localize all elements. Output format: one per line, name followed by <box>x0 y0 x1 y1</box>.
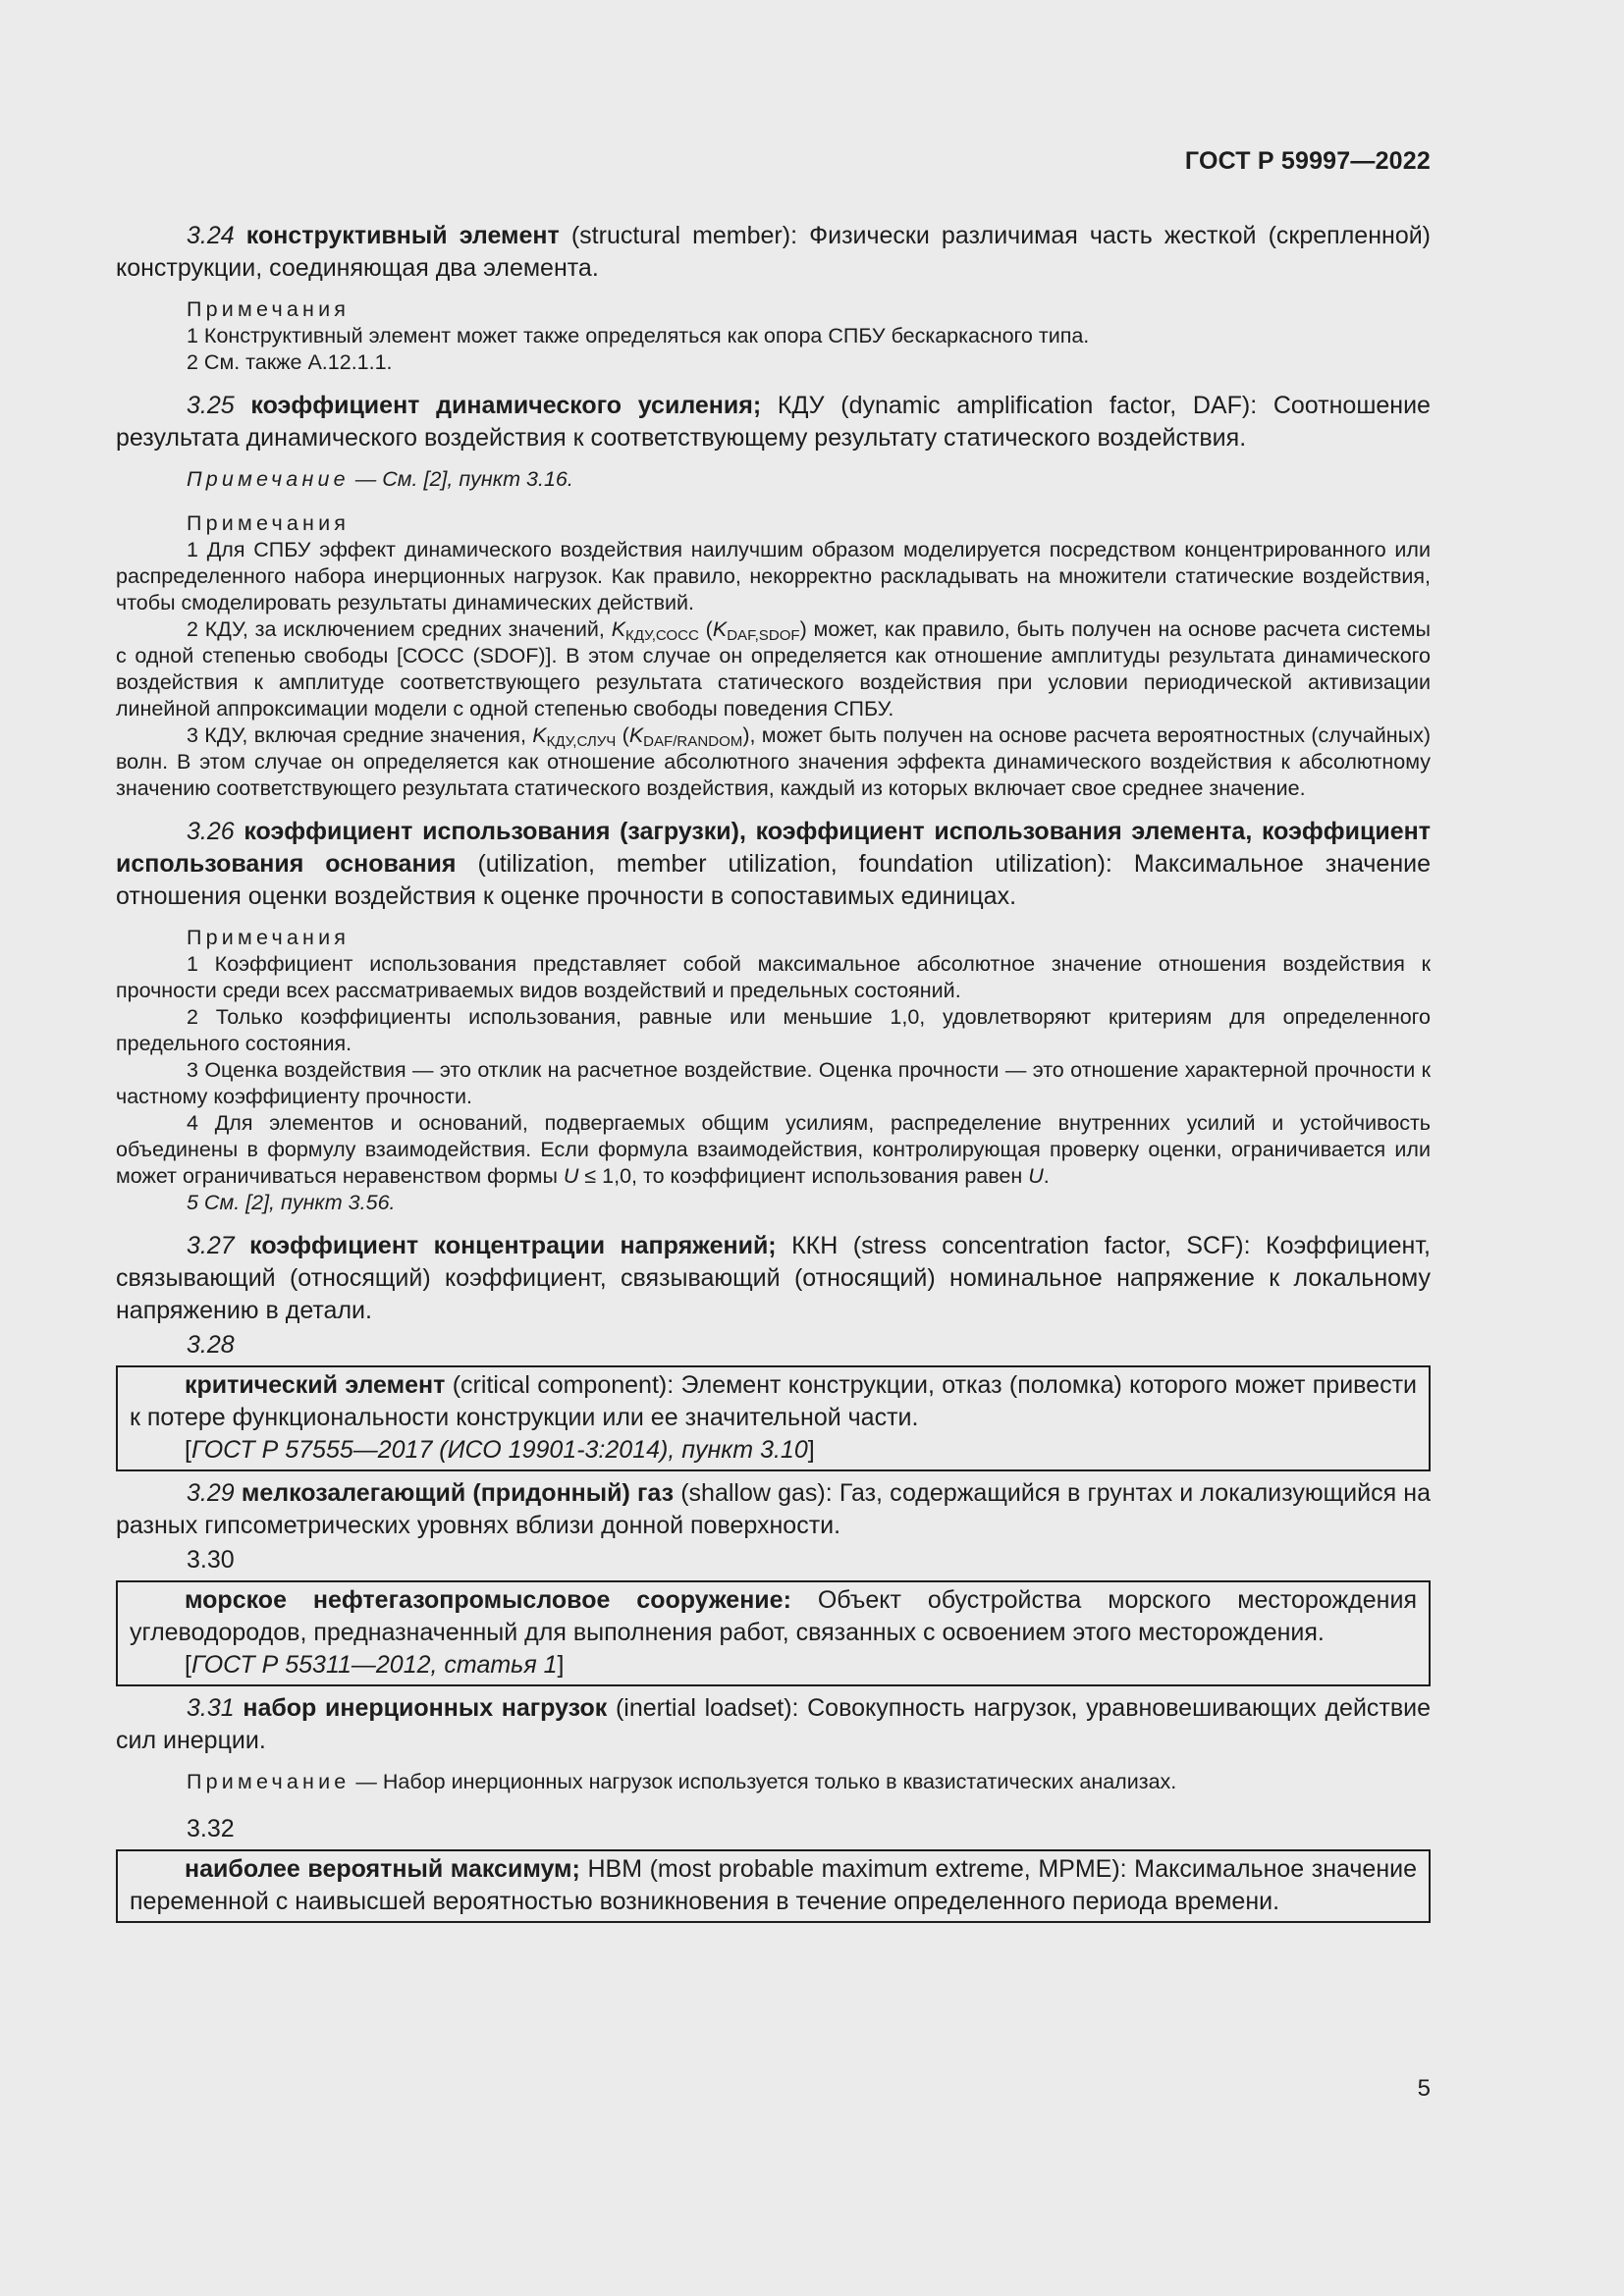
term-reference <box>130 1649 1417 1682</box>
subscript: DAF/RANDOM <box>643 733 743 750</box>
symbol-u: U <box>1028 1164 1044 1188</box>
term-reference <box>130 1434 1417 1467</box>
note-item: 2 Только коэффициенты использования, равные или меньшие 1,0, удовлетворяют критериям для определенного предельного состояния. <box>116 1005 1431 1055</box>
term-definition: Объект обустройства морского месторождения углеводородов, предназначенный для выполнения работ, связанных с освоением этого месторождения. <box>130 1586 1417 1646</box>
symbol-u: U <box>563 1164 579 1188</box>
note-text: 4 Для элементов и оснований, подвергаемых общим усилиям, распределение внутренних усилий и устойчивость объединены в формулу взаимодействия. Если формула взаимодействия, контролирующая проверку оценки, ограничивается или может ограничиваться неравенством формы <box>116 1111 1431 1188</box>
term-3-27 <box>116 1230 1431 1327</box>
term-definition: (critical component): Элемент конструкции, отказ (поломка) которого может привести к потере функциональности конструкции или ее значительной части. <box>130 1371 1417 1431</box>
note-item <box>116 722 1431 802</box>
bracket: [ <box>185 1436 191 1464</box>
boxed-term-3-32 <box>116 1849 1431 1923</box>
notes-heading: Примечания <box>187 926 351 949</box>
note-item: 2 См. также А.12.1.1. <box>187 350 393 374</box>
symbol-k: K <box>611 617 626 641</box>
boxed-term-3-28 <box>116 1365 1431 1471</box>
notes-3-26 <box>116 925 1431 1216</box>
note-item: 1 Для СПБУ эффект динамического воздействия наилучшим образом моделируется посредством концентрированного или распределенного набора инерционных нагрузок. Как правило, некорректно раскладывать на множители статические воздействия, чтобы смоделировать результаты динамических действий. <box>116 538 1431 614</box>
notes-3-25 <box>116 510 1431 802</box>
note-label: Примечание <box>187 1770 351 1793</box>
symbol-k: K <box>532 723 547 747</box>
term-number-3-30: 3.30 <box>187 1546 235 1574</box>
document-body <box>116 220 1431 1929</box>
term-number: 3.29 <box>187 1479 235 1507</box>
note-text: ) может, как правило, быть получен на основе расчета системы с одной степенью свободы [СОСС (SDOF)]. В этом случае он определяется как отношение амплитуды результата динамического воздействия к амплитуде соответствующего результата статического воздействия при условии периодической активизации линейной аппроксимации модели с одной степенью свободы поведения СПБУ. <box>116 617 1431 721</box>
note-text: 3 КДУ, включая средние значения, <box>187 723 533 747</box>
subscript: DAF,SDOF <box>727 627 800 644</box>
term-3-24 <box>116 220 1431 285</box>
term-3-32 <box>130 1853 1417 1918</box>
page-number: 5 <box>1417 2075 1431 2102</box>
reference-text: ГОСТ Р 57555—2017 (ИСО 19901-3:2014), пункт 3.10 <box>190 1436 808 1464</box>
note-item: 3 Оценка воздействия — это отклик на расчетное воздействие. Оценка прочности — это отношение характерной прочности к частному коэффициенту прочности. <box>116 1058 1431 1108</box>
term-title: морское нефтегазопромысловое сооружение: <box>185 1586 791 1614</box>
term-number: 3.26 <box>187 818 235 845</box>
term-title: мелкозалегающий (придонный) газ <box>241 1479 675 1507</box>
term-number: 3.27 <box>187 1232 235 1259</box>
boxed-term-3-30 <box>116 1580 1431 1686</box>
note-text: — Набор инерционных нагрузок используется только в квазистатических анализах. <box>350 1770 1177 1793</box>
term-3-28 <box>130 1369 1417 1434</box>
note-item: 1 Конструктивный элемент может также определяться как опора СПБУ бескаркасного типа. <box>187 324 1090 347</box>
notes-heading: Примечания <box>187 511 351 535</box>
term-number-3-28: 3.28 <box>187 1331 235 1359</box>
bracket: ] <box>557 1651 565 1679</box>
bracket: [ <box>185 1651 191 1679</box>
single-note-3-25 <box>116 466 1431 493</box>
note-text: . <box>1043 1164 1050 1188</box>
term-definition: (shallow gas): Газ, содержащийся в грунтах и локализующийся на разных гипсометрических уровнях вблизи донной поверхности. <box>116 1479 1431 1539</box>
reference-text: ГОСТ Р 55311—2012, статья 1 <box>190 1651 558 1679</box>
term-number: 3.31 <box>187 1694 235 1722</box>
term-definition: (inertial loadset): Совокупность нагрузок, уравновешивающих действие сил инерции. <box>116 1694 1432 1754</box>
note-item: 1 Коэффициент использования представляет собой максимальное абсолютное значение отношения воздействия к прочности среди всех рассматриваемых видов воздействий и предельных состояний. <box>116 952 1431 1002</box>
term-definition: (structural member): Физически различимая часть жесткой (скрепленной) конструкции, соединяющая два элемента. <box>116 222 1432 282</box>
subscript: КДУ,СЛУЧ <box>546 733 617 750</box>
bracket: ] <box>807 1436 815 1464</box>
term-title: коэффициент концентрации напряжений; <box>249 1232 777 1259</box>
term-3-25 <box>116 390 1431 454</box>
term-title: конструктивный элемент <box>245 222 560 249</box>
term-3-26 <box>116 816 1431 913</box>
note-item <box>116 616 1431 722</box>
term-definition: КДУ (dynamic amplification factor, DAF): Соотношение результата динамического воздействия к соответствующему результату статического воздействия. <box>116 392 1431 452</box>
term-title: критический элемент <box>185 1371 446 1399</box>
term-number: 3.24 <box>187 222 235 249</box>
note-text: ), может быть получен на основе расчета вероятностных (случайных) волн. В этом случае он определяется как отношение абсолютного значения эффекта динамического воздействия к абсолютному значению соответствующего результата статического воздействия, каждый из которых включает свое среднее значение. <box>116 723 1431 800</box>
term-title: набор инерционных нагрузок <box>243 1694 608 1722</box>
note-text: ≤ 1,0, то коэффициент использования равен <box>578 1164 1029 1188</box>
term-definition: НВМ (most probable maximum extreme, MPME): Максимальное значение переменной с наивысшей вероятностью возникновения в течение определенного периода времени. <box>130 1855 1417 1915</box>
term-title: наиболее вероятный максимум; <box>185 1855 580 1883</box>
term-3-29 <box>116 1477 1431 1542</box>
note-item <box>116 1110 1431 1190</box>
notes-3-24 <box>116 296 1431 376</box>
single-note-3-31 <box>116 1769 1431 1795</box>
note-label: Примечание <box>187 467 350 491</box>
subscript: КДУ,СОСС <box>625 627 699 644</box>
note-item: 5 См. [2], пункт 3.56. <box>187 1191 396 1214</box>
term-number: 3.25 <box>187 392 235 419</box>
term-title: коэффициент динамического усиления; <box>250 392 762 419</box>
term-title: коэффициент использования (загрузки), коэффициент использования элемента, коэффициент использования основания <box>116 818 1431 878</box>
term-definition: (utilization, member utilization, foundation utilization): Максимальное значение отношения оценки воздействия к оценке прочности в сопоставимых единицах. <box>116 850 1431 910</box>
document-header: ГОСТ Р 59997—2022 <box>1184 147 1431 175</box>
symbol-k: K <box>628 723 644 747</box>
term-definition: ККН (stress concentration factor, SCF): Коэффициент, связывающий (относящий) коэффициент, связывающий (относящий) номинальное напряжение к локальному напряжению в детали. <box>116 1232 1431 1324</box>
note-text: 2 КДУ, за исключением средних значений, <box>187 617 612 641</box>
note-text: — См. [2], пункт 3.16. <box>349 467 573 491</box>
symbol-k: K <box>712 617 728 641</box>
notes-heading: Примечания <box>187 297 351 321</box>
note-text: ( <box>698 617 713 641</box>
term-3-30 <box>130 1584 1417 1649</box>
term-3-31 <box>116 1692 1431 1757</box>
term-number-3-32: 3.32 <box>187 1815 235 1842</box>
note-text: ( <box>616 723 629 747</box>
